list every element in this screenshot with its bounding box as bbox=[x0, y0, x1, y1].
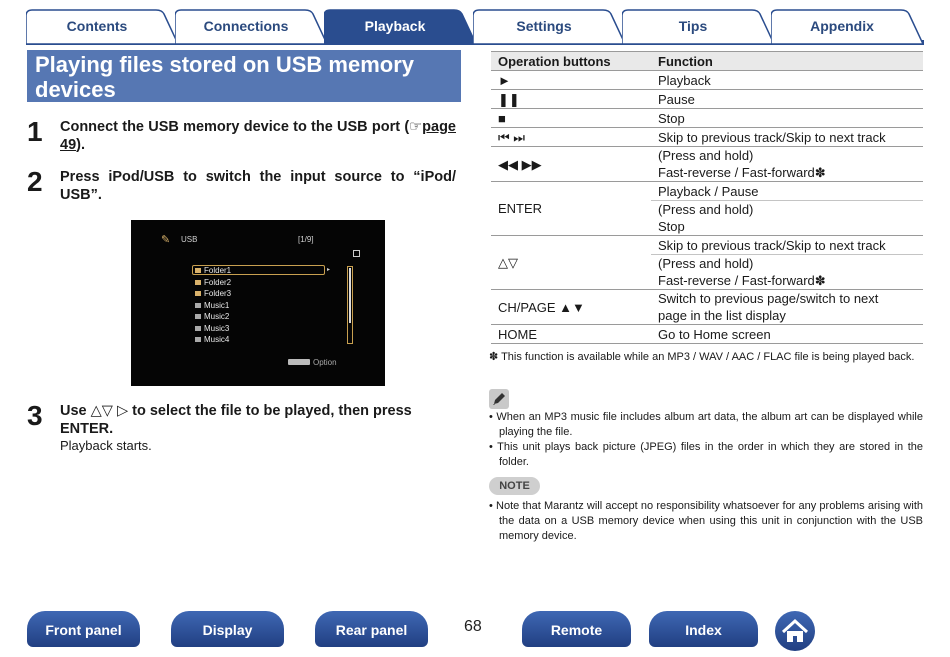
memo-bullet: • When an MP3 music file includes album art data, the album art can be displayed while playing the file. bbox=[489, 411, 923, 438]
music-file-icon bbox=[195, 303, 201, 308]
tab-contents[interactable]: Contents bbox=[26, 8, 178, 44]
option-button-icon bbox=[288, 359, 310, 365]
folder-icon bbox=[195, 291, 201, 296]
page-number: 68 bbox=[464, 618, 482, 635]
function-cell: Playback bbox=[651, 71, 923, 90]
function-cell: Skip to previous track/Skip to next track bbox=[651, 128, 923, 147]
function-line: Fast-reverse / Fast-forward✽ bbox=[658, 273, 826, 288]
list-item[interactable]: Folder3 bbox=[195, 289, 231, 298]
arrow-right-icon: ▸ bbox=[327, 267, 331, 273]
music-file-icon bbox=[195, 326, 201, 331]
pointer-icon: ☞ bbox=[409, 119, 423, 135]
scrollbar[interactable] bbox=[347, 266, 353, 344]
home-button[interactable] bbox=[775, 611, 815, 651]
memo-pencil-icon bbox=[489, 389, 509, 409]
folder-icon bbox=[195, 280, 201, 285]
step-text-2: Press iPod/USB to switch the input source to “iPod/ USB”. bbox=[60, 169, 456, 203]
step-3-subtext: Playback starts. bbox=[60, 438, 152, 453]
index-button[interactable]: Index bbox=[649, 611, 758, 647]
function-line: Fast-reverse / Fast-forward✽ bbox=[658, 165, 826, 180]
list-item[interactable]: Folder1 bbox=[195, 266, 231, 275]
memo-bullet: • This unit plays back picture (JPEG) files in the order in which they are stored in the folder. bbox=[489, 441, 923, 468]
option-label: Option bbox=[313, 358, 337, 367]
list-item[interactable]: Music4 bbox=[195, 335, 229, 344]
tab-appendix[interactable]: Appendix bbox=[771, 8, 923, 44]
table-row bbox=[491, 71, 923, 90]
screen-count: [1/9] bbox=[298, 235, 314, 244]
scroll-thumb[interactable] bbox=[349, 268, 351, 323]
function-cell: Go to Home screen bbox=[651, 325, 923, 344]
rear-panel-button[interactable]: Rear panel bbox=[315, 611, 428, 647]
step-text-3: Use △▽ ▷ to select the file to be played, then press ENTER. bbox=[60, 403, 412, 437]
usb-plug-icon: ✎ bbox=[161, 234, 171, 246]
page-link[interactable]: page 49 bbox=[60, 119, 456, 153]
cursor-up-down-icon: △▽ bbox=[491, 236, 651, 290]
front-panel-button[interactable]: Front panel bbox=[27, 611, 140, 647]
operation-table bbox=[491, 51, 923, 344]
step-1-text-end: ). bbox=[76, 137, 85, 153]
function-line: Switch to previous page/switch to next bbox=[658, 291, 879, 306]
usb-browser-screen bbox=[131, 220, 385, 386]
music-file-icon bbox=[195, 337, 201, 342]
table-row bbox=[491, 109, 923, 128]
function-line: Stop bbox=[658, 219, 685, 234]
footnote: ✽ This function is available while an MP3 / WAV / AAC / FLAC file is being played back. bbox=[489, 351, 915, 363]
page-title: Playing files stored on USB memory devices bbox=[27, 50, 461, 102]
step-1-text: Connect the USB memory device to the USB port ( bbox=[60, 119, 410, 135]
stop-indicator-icon bbox=[353, 250, 360, 257]
table-row bbox=[491, 182, 923, 201]
display-button[interactable]: Display bbox=[171, 611, 284, 647]
column-header: Operation buttons bbox=[491, 52, 651, 71]
tab-connections[interactable]: Connections bbox=[175, 8, 327, 44]
home-icon bbox=[775, 611, 815, 651]
list-item[interactable]: Music1 bbox=[195, 301, 229, 310]
table-row bbox=[491, 147, 923, 182]
music-file-icon bbox=[195, 314, 201, 319]
list-item[interactable]: Folder2 bbox=[195, 278, 231, 287]
tab-settings[interactable]: Settings bbox=[473, 8, 625, 44]
ch-page-button-label: CH/PAGE ▲▼ bbox=[491, 290, 651, 325]
tab-tips[interactable]: Tips bbox=[622, 8, 774, 44]
function-line: (Press and hold) bbox=[658, 256, 754, 271]
function-line: (Press and hold) bbox=[658, 202, 754, 217]
function-cell: Playback / Pause bbox=[651, 182, 923, 201]
table-row bbox=[491, 90, 923, 109]
table-row bbox=[491, 128, 923, 147]
list-item[interactable]: Music3 bbox=[195, 324, 229, 333]
function-cell bbox=[651, 201, 923, 236]
folder-icon bbox=[195, 268, 201, 273]
home-button-label: HOME bbox=[491, 325, 651, 344]
skip-icon: ⏮ ⏭ bbox=[491, 128, 651, 147]
note-bullet: • Note that Marantz will accept no responsibility whatsoever for any problems arising with the data on a USB memory device when using this unit in conjunction with the USB memory device. bbox=[489, 500, 923, 542]
play-icon: ► bbox=[491, 71, 651, 90]
note-badge: NOTE bbox=[489, 477, 540, 495]
function-line: (Press and hold) bbox=[658, 148, 754, 163]
function-cell bbox=[651, 147, 923, 182]
table-header-row bbox=[491, 52, 923, 71]
tab-bar bbox=[26, 8, 924, 46]
function-cell bbox=[651, 290, 923, 325]
column-header: Function bbox=[651, 52, 923, 71]
function-line: page in the list display bbox=[658, 308, 786, 323]
function-cell: Pause bbox=[651, 90, 923, 109]
step-text-1 bbox=[60, 118, 456, 154]
step-number-2: 2 bbox=[27, 166, 43, 197]
screen-source: USB bbox=[181, 235, 198, 244]
fast-reverse-forward-icon: ◀◀ ▶▶ bbox=[491, 147, 651, 182]
table-row bbox=[491, 236, 923, 255]
function-cell bbox=[651, 255, 923, 290]
table-row bbox=[491, 290, 923, 325]
function-cell: Skip to previous track/Skip to next track bbox=[651, 236, 923, 255]
step-number-3: 3 bbox=[27, 400, 43, 431]
pause-icon: ❚❚ bbox=[491, 90, 651, 109]
table-row bbox=[491, 325, 923, 344]
function-cell: Stop bbox=[651, 109, 923, 128]
stop-icon: ■ bbox=[491, 109, 651, 128]
step-number-1: 1 bbox=[27, 116, 43, 147]
list-item[interactable]: Music2 bbox=[195, 312, 229, 321]
enter-button-label: ENTER bbox=[491, 182, 651, 236]
tab-playback[interactable]: Playback bbox=[324, 8, 476, 44]
remote-button[interactable]: Remote bbox=[522, 611, 631, 647]
